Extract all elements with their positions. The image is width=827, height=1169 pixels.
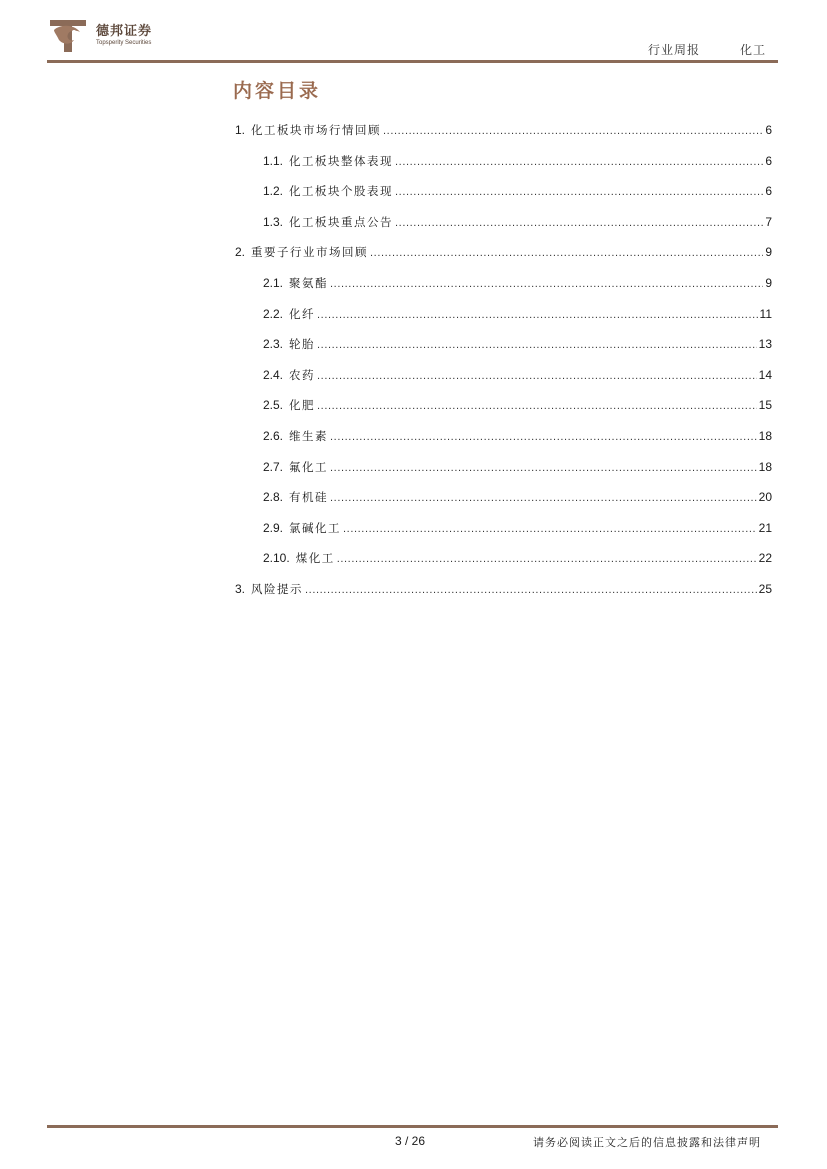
toc-dot-leader: [330, 459, 757, 477]
toc-entry[interactable]: [263, 152, 772, 170]
toc-entry-page: 9: [765, 245, 772, 260]
toc-dot-leader: [305, 581, 757, 599]
toc-entry-page: 22: [758, 551, 772, 566]
toc-entry-page: 15: [758, 398, 772, 413]
toc-dot-leader: [395, 214, 763, 232]
toc-entry-title: 化纤: [289, 306, 316, 321]
report-type: 行业周报: [648, 43, 701, 57]
toc-entry-title: 化肥: [289, 398, 316, 413]
toc-entry[interactable]: [263, 305, 772, 323]
disclaimer-text: 请务必阅读正文之后的信息披露和法律声明: [533, 1136, 761, 1149]
toc-entry-number: 2.6.: [263, 429, 284, 443]
toc-entry[interactable]: [263, 335, 772, 353]
toc-entry-number: 1.1.: [263, 153, 284, 168]
toc-entry-number: 2.3.: [263, 337, 284, 352]
toc-entry-number: 2.5.: [263, 398, 284, 413]
toc-entry-page: 9: [765, 276, 772, 290]
toc-entry-title: 有机硅: [289, 490, 329, 505]
toc-entry-number: 2.8.: [263, 490, 284, 505]
toc-entry[interactable]: [263, 549, 772, 567]
toc-entry-title: 重要子行业市场回顾: [251, 245, 369, 260]
toc-entry[interactable]: [263, 427, 772, 445]
toc-dot-leader: [317, 397, 757, 415]
toc-entry-page: 18: [758, 459, 772, 474]
toc-entry[interactable]: [235, 243, 772, 261]
toc-dot-leader: [395, 183, 763, 201]
toc-entry-page: 6: [765, 184, 772, 199]
page-indicator: 3 / 26: [395, 1134, 426, 1148]
toc-entry-number: 1.2.: [263, 184, 284, 199]
toc-entry-title: 化工板块重点公告: [289, 214, 394, 229]
toc-entry-number: 1.3.: [263, 214, 284, 229]
toc-entry[interactable]: [263, 182, 772, 200]
toc-entry-number: 3.: [235, 582, 246, 596]
toc-dot-leader: [317, 367, 757, 385]
toc-entry-title: 风险提示: [251, 582, 304, 596]
toc-dot-leader: [330, 275, 763, 293]
brand-name-cn: 德邦证券: [96, 24, 153, 39]
toc-entry-page: 6: [765, 153, 772, 168]
toc-entry-number: 2.2.: [263, 306, 284, 321]
toc-entry-title: 化工板块个股表现: [289, 184, 394, 199]
toc-entry-title: 农药: [289, 367, 316, 382]
toc-dot-leader: [330, 489, 757, 507]
toc-entry-number: 2.10.: [263, 551, 290, 566]
toc-entry-page: 11: [759, 306, 772, 321]
brand-logo: [48, 16, 198, 56]
toc-entry-title: 维生素: [289, 429, 329, 443]
brand-logo-icon: [48, 16, 88, 56]
toc-entry-number: 2.: [235, 245, 246, 260]
toc-entry-page: 7: [765, 214, 772, 229]
toc-entry-title: 氯碱化工: [289, 520, 342, 535]
footer-divider: [47, 1125, 778, 1128]
toc-entry[interactable]: [263, 458, 772, 476]
toc-entry[interactable]: [263, 213, 772, 231]
toc-entry-number: 1.: [235, 123, 246, 137]
toc-entry[interactable]: [263, 396, 772, 414]
toc-entry-page: 18: [758, 429, 772, 443]
brand-name-en: Topsperity Securities: [96, 40, 152, 46]
toc-dot-leader: [370, 244, 763, 262]
toc-entry[interactable]: [263, 488, 772, 506]
sector-label: 化工: [740, 43, 767, 57]
toc-entry-title: 轮胎: [289, 337, 316, 352]
toc-dot-leader: [317, 306, 758, 324]
toc-entry[interactable]: [263, 366, 772, 384]
toc-entry[interactable]: [263, 519, 772, 537]
toc-entry-title: 聚氨酯: [289, 276, 329, 290]
toc-entry-title: 化工板块市场行情回顾: [251, 123, 382, 137]
toc-dot-leader: [383, 122, 763, 140]
toc-entry-title: 化工板块整体表现: [289, 153, 394, 168]
toc-entry[interactable]: [263, 274, 772, 292]
toc-entry-page: 25: [758, 582, 772, 596]
toc-entry-page: 6: [765, 123, 772, 137]
toc-dot-leader: [337, 550, 757, 568]
toc-entry-number: 2.4.: [263, 367, 284, 382]
toc-entry[interactable]: [235, 121, 772, 139]
toc-dot-leader: [395, 153, 763, 171]
toc-dot-leader: [343, 520, 757, 538]
header-divider: [47, 60, 778, 63]
toc-entry-number: 2.1.: [263, 276, 284, 290]
toc-entry-page: 21: [758, 520, 772, 535]
toc-title: 内容目录: [233, 80, 322, 102]
toc-entry-page: 14: [758, 367, 772, 382]
toc-entry-title: 煤化工: [295, 551, 335, 566]
toc-entry-number: 2.7.: [263, 459, 284, 474]
toc-entry-page: 13: [758, 337, 772, 352]
toc-entry-number: 2.9.: [263, 520, 284, 535]
toc-dot-leader: [317, 336, 757, 354]
toc-dot-leader: [330, 428, 757, 446]
toc-entry-title: 氟化工: [289, 459, 329, 474]
toc-entry[interactable]: [235, 580, 772, 598]
toc-entry-page: 20: [758, 490, 772, 505]
